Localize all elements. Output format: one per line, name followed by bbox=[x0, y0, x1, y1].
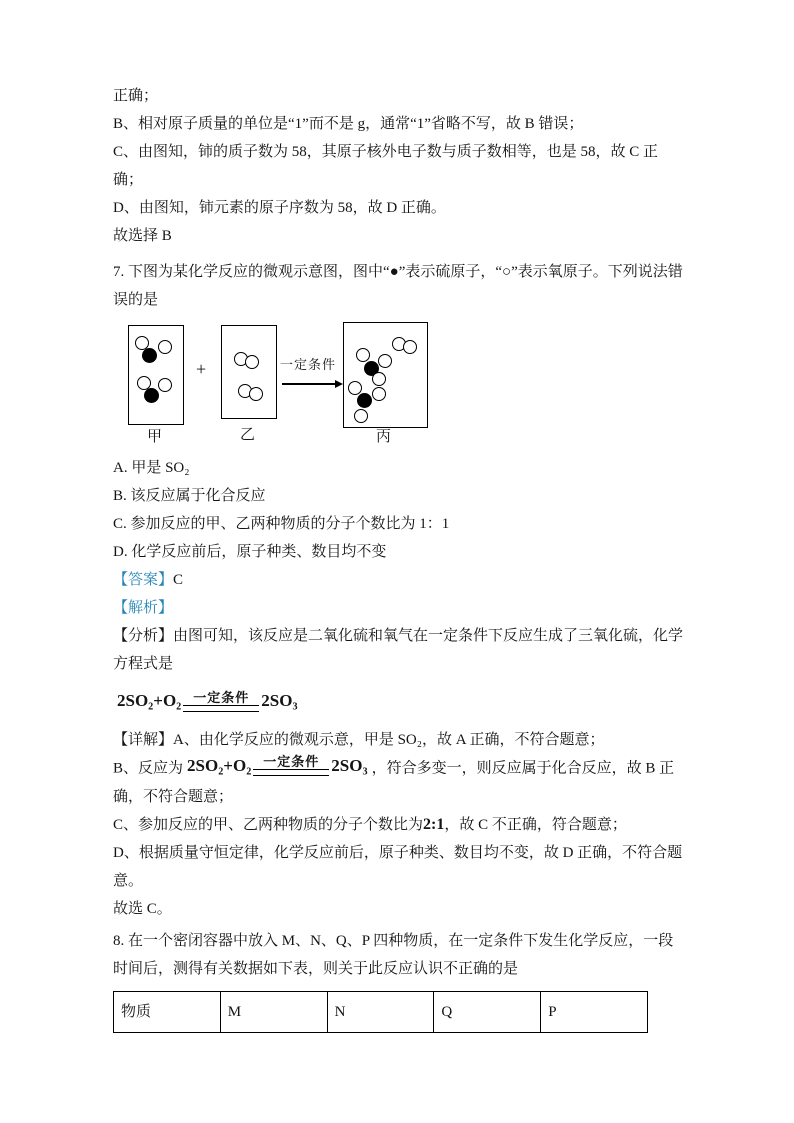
oxygen-atom-icon bbox=[245, 355, 259, 369]
equation-condition bbox=[183, 690, 259, 712]
answer-line bbox=[113, 566, 685, 594]
plus-sign: + bbox=[196, 359, 207, 379]
chemical-equation bbox=[117, 690, 298, 712]
answer-value: C bbox=[173, 572, 184, 588]
reactant-box-yi bbox=[221, 325, 277, 419]
q8-table-cell-n: N bbox=[327, 991, 434, 1032]
detail-d: D、根据质量守恒定律，化学反应前后，原子种类、数目均不变，故 D 正确，不符合题意。 bbox=[113, 844, 683, 889]
detail-b-post: ，符合多变一，则反应属于化合反应，故 B 正确，不符合题意； bbox=[113, 760, 675, 805]
oxygen-atom-icon bbox=[158, 340, 172, 354]
analysis-text: 【分析】由图可知，该反应是二氧化硫和氧气在一定条件下反应生成了三氧化硫，化学方程式是 bbox=[113, 628, 684, 672]
equals-double-line bbox=[253, 769, 329, 776]
label-yi: 乙 bbox=[240, 427, 256, 443]
q8-table-header-row bbox=[114, 991, 648, 1032]
detail-c-post: ，故 C 不正确，符合题意； bbox=[444, 816, 627, 833]
option-b: B. 该反应属于化合反应 bbox=[113, 488, 266, 504]
oxygen-atom-icon bbox=[354, 409, 368, 423]
label-bing: 丙 bbox=[376, 429, 392, 445]
q8-table-cell-substance: 物质 bbox=[114, 991, 221, 1032]
reaction-condition-label: 一定条件 bbox=[280, 357, 337, 372]
analysis-header bbox=[113, 594, 685, 622]
detail-c bbox=[113, 811, 685, 839]
equation-condition-text: 一定条件 bbox=[263, 754, 320, 769]
oxygen-atom-icon bbox=[348, 381, 362, 395]
detail-b bbox=[113, 754, 685, 811]
answer-label: 【答案】 bbox=[113, 572, 174, 588]
reactant-box-jia bbox=[128, 325, 184, 425]
oxygen-atom-icon bbox=[378, 354, 392, 368]
option-a: A. 甲是 SO₂ bbox=[113, 460, 190, 476]
reaction-arrow bbox=[282, 383, 336, 385]
sulfur-atom-icon: ● bbox=[389, 264, 399, 280]
oxygen-atom-icon bbox=[372, 387, 386, 401]
equation-rhs: 2SO₃ bbox=[261, 691, 298, 710]
equation-lhs: 2SO₂+O₂ bbox=[117, 691, 182, 710]
equals-double-line bbox=[183, 705, 259, 712]
oxygen-atom-icon bbox=[372, 372, 386, 386]
answer6-line4: D、由图知，铈元素的原子序数为 58，故 D 正确。 bbox=[113, 200, 446, 216]
sulfur-atom-icon bbox=[357, 393, 372, 408]
oxygen-atom-icon bbox=[356, 348, 370, 362]
answer6-line2: B、相对原子质量的单位是“1”而不是 g，通常“1”省略不写，故 B 错误； bbox=[113, 116, 584, 132]
analysis-label: 【解析】 bbox=[113, 600, 174, 616]
oxygen-atom-icon bbox=[403, 340, 417, 354]
equation-rhs: 2SO₃ bbox=[331, 755, 368, 775]
q8-table-cell-m: M bbox=[220, 991, 327, 1032]
oxygen-atom-icon bbox=[249, 387, 263, 401]
chemical-equation-block bbox=[117, 688, 685, 716]
sulfur-atom-icon bbox=[142, 348, 157, 363]
q8-table-cell-q: Q bbox=[434, 991, 541, 1032]
question8-stem: 8. 在一个密闭容器中放入 M、N、Q、P 四种物质，在一定条件下发生化学反应，一段时间后，测得有关数据如下表，则关于此反应认识不正确的是 bbox=[113, 932, 674, 977]
detail-a: 【详解】A、由化学反应的微观示意，甲是 SO₂，故 A 正确，不符合题意； bbox=[113, 732, 605, 748]
page-content bbox=[113, 82, 685, 1033]
detail-c-pre: C、参加反应的甲、乙两种物质的分子个数比为 bbox=[113, 816, 424, 833]
answer6-line1: 正确； bbox=[113, 88, 159, 104]
question7-stem bbox=[113, 258, 685, 314]
detail-d-choice: 故选 C。 bbox=[113, 900, 172, 917]
sulfur-atom-icon bbox=[144, 388, 159, 403]
oxygen-atom-icon bbox=[158, 378, 172, 392]
equation-condition bbox=[253, 754, 329, 776]
q8-table bbox=[113, 991, 648, 1033]
detail-c-ratio: 2:1 bbox=[423, 815, 445, 833]
product-box-bing bbox=[343, 322, 428, 428]
equation-condition-text: 一定条件 bbox=[193, 689, 250, 705]
label-jia: 甲 bbox=[147, 429, 163, 445]
equation-lhs: 2SO₂+O₂ bbox=[187, 755, 252, 775]
answer6-choice: 故选择 B bbox=[113, 228, 172, 244]
reaction-arrow-head bbox=[335, 380, 343, 388]
reaction-diagram bbox=[113, 320, 685, 450]
detail-b-pre: B、反应为 bbox=[113, 760, 184, 777]
option-c: C. 参加反应的甲、乙两种物质的分子个数比为 1：1 bbox=[113, 516, 450, 532]
q8-table-cell-p: P bbox=[541, 991, 648, 1032]
question7-stem-text-pre: 7. 下图为某化学反应的微观示意图，图中“ bbox=[113, 264, 390, 280]
answer6-line3: C、由图知，铈的质子数为 58，其原子核外电子数与质子数相等，也是 58，故 C 正确； bbox=[113, 144, 659, 188]
option-d: D. 化学反应前后，原子种类、数目均不变 bbox=[113, 544, 387, 560]
chemical-equation-inline bbox=[187, 754, 368, 776]
question7-stem-text-post: ”表示硫原子，“○”表示氧原子。下列说法错误的是 bbox=[113, 264, 683, 308]
